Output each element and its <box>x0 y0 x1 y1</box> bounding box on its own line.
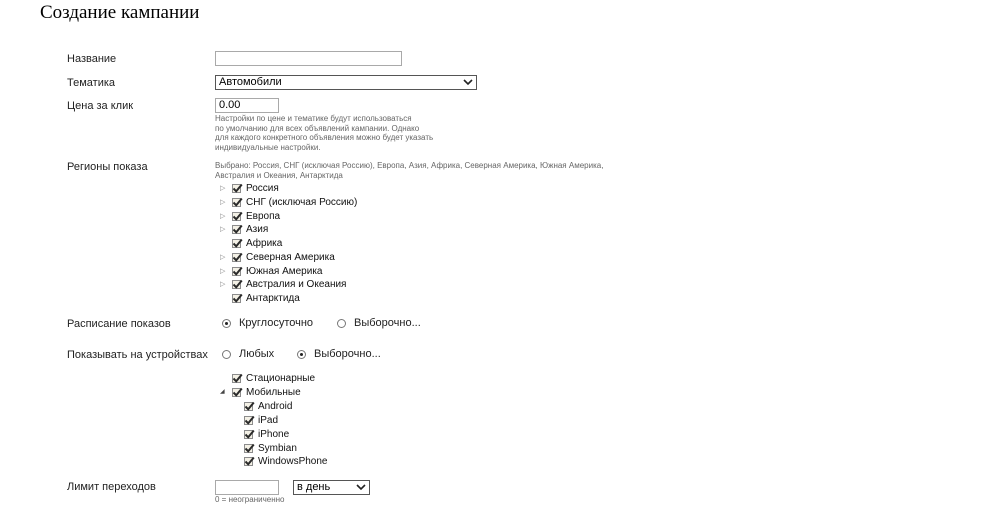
region-checkbox[interactable] <box>232 280 241 289</box>
region-checkbox[interactable] <box>232 212 241 221</box>
topic-label: Тематика <box>67 77 116 89</box>
limit-period-value: в день <box>297 481 331 493</box>
topic-select-value: Автомобили <box>219 76 282 88</box>
device-label: Symbian <box>258 442 297 454</box>
region-item[interactable] <box>220 278 346 291</box>
triangle-right-icon[interactable]: ▷ <box>220 267 226 275</box>
device-item[interactable] <box>232 455 327 468</box>
device-label: Стационарные <box>246 373 316 384</box>
price-input[interactable]: 0.00 <box>215 98 279 113</box>
triangle-right-icon[interactable]: ▷ <box>220 281 226 289</box>
radio-icon[interactable] <box>222 350 231 359</box>
device-checkbox[interactable] <box>244 402 253 411</box>
region-label: Антарктида <box>246 293 300 304</box>
device-label: iPad <box>258 414 279 426</box>
device-checkbox[interactable] <box>244 457 253 466</box>
region-label: СНГ (исключая Россию) <box>246 196 358 208</box>
limit-label: Лимит переходов <box>67 481 156 493</box>
region-item[interactable] <box>220 265 322 278</box>
region-checkbox[interactable] <box>232 184 241 193</box>
devices-option-label: Выборочно... <box>314 348 381 360</box>
price-label: Цена за клик <box>67 100 134 112</box>
device-checkbox[interactable] <box>244 416 253 425</box>
region-label: Африка <box>246 238 283 249</box>
region-checkbox[interactable] <box>232 294 241 303</box>
region-label: Россия <box>246 183 279 194</box>
regions-summary <box>215 161 603 180</box>
schedule-option-allday[interactable] <box>222 317 313 329</box>
triangle-right-icon[interactable]: ▷ <box>220 198 226 206</box>
region-checkbox[interactable] <box>232 198 241 207</box>
regions-summary-line: Австралия и Океания, Антарктида <box>215 170 343 180</box>
triangle-right-icon[interactable]: ▷ <box>220 212 226 220</box>
device-item[interactable] <box>232 428 289 441</box>
region-label: Северная Америка <box>246 251 335 263</box>
region-item[interactable] <box>220 292 300 305</box>
triangle-down-icon[interactable]: ◢ <box>220 388 225 395</box>
devices-option-label: Любых <box>239 348 275 360</box>
devices-label: Показывать на устройствах <box>67 349 208 361</box>
price-hint <box>215 114 433 152</box>
price-hint-line: для каждого конкретного объявления можно будет указать <box>215 133 434 142</box>
region-item[interactable] <box>220 237 282 250</box>
device-item[interactable] <box>220 372 315 385</box>
schedule-option-custom[interactable] <box>337 317 421 329</box>
device-checkbox[interactable] <box>232 374 241 383</box>
device-label: Мобильные <box>246 386 301 398</box>
region-label: Европа <box>246 210 281 222</box>
name-input[interactable] <box>215 51 402 66</box>
device-label: WindowsPhone <box>258 456 328 468</box>
regions-summary-line: Выбрано: Россия, СНГ (исключая Россию), Европа, Азия, Африка, Северная Америка, Южная Америка, <box>215 161 604 170</box>
region-item[interactable] <box>220 182 279 195</box>
device-item[interactable] <box>232 414 278 427</box>
device-item[interactable] <box>232 400 292 413</box>
region-checkbox[interactable] <box>232 267 241 276</box>
triangle-right-icon[interactable]: ▷ <box>220 226 226 234</box>
price-hint-line: Настройки по цене и тематике будут использоваться <box>215 114 412 123</box>
topic-select[interactable] <box>215 75 477 90</box>
schedule-option-label: Круглосуточно <box>239 317 314 329</box>
region-label: Австралия и Океания <box>246 279 347 291</box>
region-label: Южная Америка <box>246 265 323 277</box>
device-checkbox[interactable] <box>232 388 241 397</box>
device-checkbox[interactable] <box>244 444 253 453</box>
device-item[interactable] <box>220 386 301 399</box>
device-label: iPhone <box>258 428 290 440</box>
regions-label: Регионы показа <box>67 161 148 173</box>
triangle-right-icon[interactable]: ▷ <box>220 185 226 192</box>
devices-option-any[interactable] <box>222 348 274 360</box>
radio-icon[interactable] <box>337 319 346 328</box>
limit-input[interactable] <box>215 480 279 495</box>
region-item[interactable] <box>220 223 268 236</box>
price-hint-line: индивидуальные настройки. <box>215 142 321 152</box>
schedule-option-label: Выборочно... <box>354 317 421 329</box>
limit-hint: 0 = неограниченно <box>215 495 285 504</box>
price-hint-line: по умолчанию для всех объявлений кампании. Однако <box>215 123 420 133</box>
chevron-down-icon <box>463 79 473 86</box>
region-checkbox[interactable] <box>232 253 241 262</box>
device-label: Android <box>258 400 293 412</box>
devices-option-custom[interactable] <box>297 348 381 360</box>
radio-icon[interactable] <box>222 319 231 328</box>
chevron-down-icon <box>356 484 366 491</box>
triangle-right-icon[interactable]: ▷ <box>220 253 226 261</box>
region-checkbox[interactable] <box>232 225 241 234</box>
page-title: Создание кампании <box>40 2 200 23</box>
device-checkbox[interactable] <box>244 430 253 439</box>
region-item[interactable] <box>220 210 280 223</box>
name-label: Название <box>67 53 117 65</box>
schedule-label: Расписание показов <box>67 318 171 330</box>
region-item[interactable] <box>220 196 357 209</box>
device-item[interactable] <box>232 442 297 455</box>
radio-icon[interactable] <box>297 350 306 359</box>
region-item[interactable] <box>220 251 335 264</box>
limit-period-select[interactable] <box>293 480 370 495</box>
region-checkbox[interactable] <box>232 239 241 248</box>
region-label: Азия <box>246 224 269 236</box>
